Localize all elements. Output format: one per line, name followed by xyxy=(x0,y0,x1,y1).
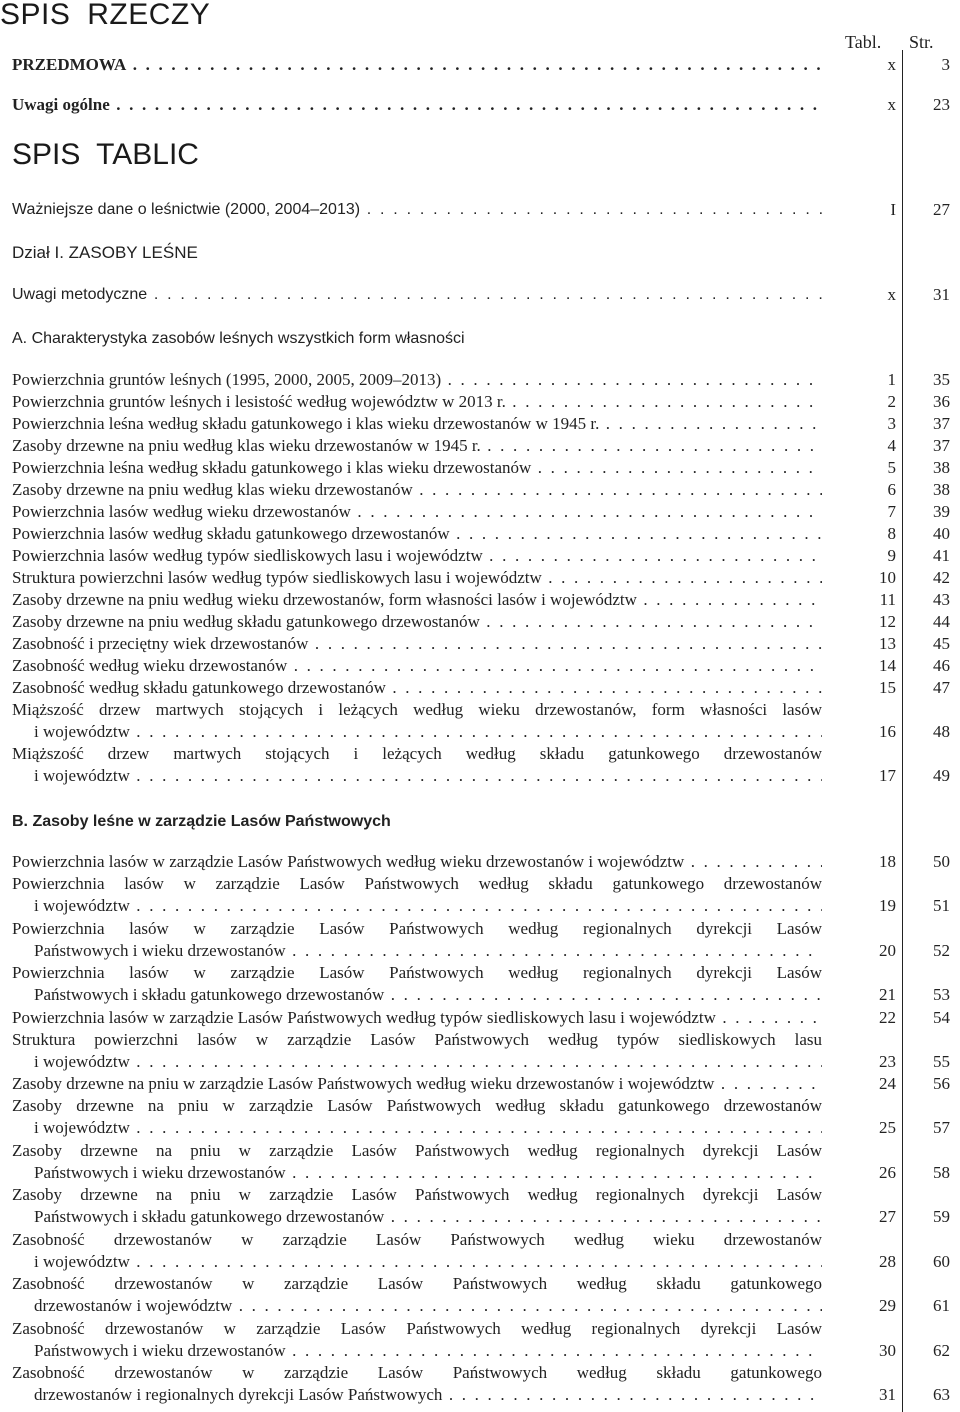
entry-label: Powierzchnia lasów w zarządzie Lasów Państwowych według typów siedliskowych lasu i województw . . . xyxy=(12,1007,822,1029)
entry-page: 37 xyxy=(933,414,950,433)
entry-label-line2: Państwowych i składu gatunkowego drzewostanów . . . xyxy=(34,1206,822,1228)
entry-tabl: 31 xyxy=(879,1385,896,1404)
entry-label: Zasobność według składu gatunkowego drzewostanów . . . xyxy=(12,677,822,699)
entry-label: Zasobność według wieku drzewostanów . . . xyxy=(12,655,822,677)
entry-page: 38 xyxy=(933,480,950,499)
entry-label-line1: Zasoby drzewne na pniu w zarządzie Lasów Państwowych według składu gatunkowego drzewostanów xyxy=(12,1096,822,1115)
entry-page: 31 xyxy=(933,285,950,304)
entry-page: 63 xyxy=(933,1385,950,1404)
entry-page: 35 xyxy=(933,370,950,389)
entry-page: 39 xyxy=(933,502,950,521)
column-divider xyxy=(902,50,903,1412)
entry-page: 61 xyxy=(933,1296,950,1315)
entry-tabl: 19 xyxy=(879,896,896,915)
entry-label-line1: Miąższość drzew martwych stojących i leżących według wieku drzewostanów, form własności lasów xyxy=(12,700,822,719)
entry-label-line2: i województw . . . xyxy=(34,1051,822,1073)
entry-label: Zasoby drzewne na pniu według klas wieku drzewostanów . . . xyxy=(12,479,822,501)
entry-page: 48 xyxy=(933,722,950,741)
entry-page: 36 xyxy=(933,392,950,411)
entry-label-line2: Państwowych i wieku drzewostanów . . . xyxy=(34,1162,822,1184)
entry-page: 23 xyxy=(933,95,950,114)
entry-tabl: 16 xyxy=(879,722,896,741)
entry-tabl: 8 xyxy=(887,524,896,543)
entry-page: 58 xyxy=(933,1162,950,1182)
entry-label: Struktura powierzchni lasów według typów siedliskowych lasu i województw . . . xyxy=(12,567,822,589)
entry-label-line1: Zasobność drzewostanów w zarządzie Lasów Państwowych według składu gatunkowego xyxy=(12,1274,822,1293)
entry-tabl: 23 xyxy=(879,1051,896,1071)
entry-label: Powierzchnia gruntów leśnych (1995, 2000, 2005, 2009–2013) . . . xyxy=(12,369,822,391)
entry-label: Zasoby drzewne na pniu według składu gatunkowego drzewostanów . . . xyxy=(12,611,822,633)
entry-label: Powierzchnia gruntów leśnych i lesistość według województw w 2013 r. . . . xyxy=(12,391,822,413)
entry-tabl: 30 xyxy=(879,1340,896,1360)
entry-tabl: 1 xyxy=(887,370,896,389)
entry-page: 57 xyxy=(933,1118,950,1137)
entry-tabl: 15 xyxy=(879,678,896,697)
entry-tabl: 27 xyxy=(879,1207,896,1226)
entry-tabl: 20 xyxy=(879,940,896,960)
entry-tabl: 9 xyxy=(887,546,896,565)
entry-label-line1: Zasoby drzewne na pniu w zarządzie Lasów Państwowych według regionalnych dyrekcji Lasów xyxy=(12,1185,822,1204)
entry-page: 60 xyxy=(933,1251,950,1271)
entry-label-line1: Zasobność drzewostanów w zarządzie Lasów Państwowych według wieku drzewostanów xyxy=(12,1229,822,1249)
entry-tabl: 21 xyxy=(879,985,896,1004)
entry-tabl: 2 xyxy=(887,392,896,411)
entry-label-line1: Miąższość drzew martwych stojących i leżących według składu gatunkowego drzewostanów xyxy=(12,744,822,763)
entry-page: 40 xyxy=(933,524,950,543)
entry-label: Powierzchnia lasów w zarządzie Lasów Państwowych według wieku drzewostanów i województw . . . xyxy=(12,851,822,873)
entry-label-line2: i województw . . . xyxy=(34,721,822,743)
entry-tabl: x xyxy=(887,95,896,114)
entry-tabl: 14 xyxy=(879,656,896,675)
entry-tabl: 4 xyxy=(887,436,896,455)
entry-label: Powierzchnia leśna według składu gatunkowego i klas wieku drzewostanów w 1945 r. . . . xyxy=(12,413,822,435)
entry-page: 51 xyxy=(933,896,950,915)
entry-label: Ważniejsze dane o leśnictwie (2000, 2004–2013) . . . xyxy=(12,199,822,221)
page-title: SPIS RZECZY xyxy=(0,0,211,31)
entry-tabl: 26 xyxy=(879,1162,896,1182)
entry-tabl: 22 xyxy=(879,1007,896,1027)
entry-tabl: 18 xyxy=(879,852,896,871)
entry-label: Powierzchnia lasów według wieku drzewostanów . . . xyxy=(12,501,822,523)
entry-tabl: 25 xyxy=(879,1118,896,1137)
entry-page: 55 xyxy=(933,1051,950,1071)
entry-tabl: 24 xyxy=(879,1074,896,1093)
entry-tabl: 3 xyxy=(887,414,896,433)
section-b-title: B. Zasoby leśne w zarządzie Lasów Państwowych xyxy=(12,813,391,830)
entry-label-line1: Powierzchnia lasów w zarządzie Lasów Państwowych według składu gatunkowego drzewostanów xyxy=(12,874,822,893)
col-header-str: Str. xyxy=(909,32,934,52)
entry-label-line2: i województw . . . xyxy=(34,1251,822,1273)
entry-page: 59 xyxy=(933,1207,950,1226)
entry-page: 3 xyxy=(941,55,950,74)
section-a-title: A. Charakterystyka zasobów leśnych wszystkich form własności xyxy=(12,330,465,347)
entry-label: Zasoby drzewne na pniu według wieku drzewostanów, form własności lasów i województw . . . xyxy=(12,589,822,611)
entry-page: 27 xyxy=(933,200,950,219)
entry-tabl: 29 xyxy=(879,1296,896,1315)
entry-page: 44 xyxy=(933,612,950,631)
entry-page: 62 xyxy=(933,1340,950,1360)
entry-page: 56 xyxy=(933,1074,950,1093)
entry-label: Powierzchnia lasów według typów siedliskowych lasu i województw . . . xyxy=(12,545,822,567)
entry-label-line1: Zasoby drzewne na pniu w zarządzie Lasów Państwowych według regionalnych dyrekcji Lasów xyxy=(12,1140,822,1160)
entry-label: Powierzchnia leśna według składu gatunkowego i klas wieku drzewostanów . . . xyxy=(12,457,822,479)
entry-tabl: x xyxy=(887,55,896,74)
entry-page: 53 xyxy=(933,985,950,1004)
entry-tabl: x xyxy=(887,285,896,304)
entry-tabl: 10 xyxy=(879,568,896,587)
entry-page: 46 xyxy=(933,656,950,675)
entry-label-line2: i województw . . . xyxy=(34,895,822,917)
col-header-tabl: Tabl. xyxy=(845,32,882,52)
entry-page: 54 xyxy=(933,1007,950,1027)
entry-label: Uwagi ogólne . . . xyxy=(12,94,822,116)
entry-tabl: 13 xyxy=(879,634,896,653)
entry-label: Uwagi metodyczne . . . xyxy=(12,284,822,306)
entry-page: 38 xyxy=(933,458,950,477)
entry-tabl: 17 xyxy=(879,766,896,785)
entry-page: 41 xyxy=(933,546,950,565)
entry-label-line1: Powierzchnia lasów w zarządzie Lasów Państwowych według regionalnych dyrekcji Lasów xyxy=(12,918,822,938)
entry-label-line1: Struktura powierzchni lasów w zarządzie Lasów Państwowych według typów siedliskowych lasu xyxy=(12,1029,822,1049)
entry-tabl: 12 xyxy=(879,612,896,631)
entry-label: Powierzchnia lasów według składu gatunkowego drzewostanów . . . xyxy=(12,523,822,545)
entry-tabl: 28 xyxy=(879,1251,896,1271)
entry-page: 45 xyxy=(933,634,950,653)
entry-page: 50 xyxy=(933,852,950,871)
entry-tabl: I xyxy=(890,200,896,219)
entry-page: 42 xyxy=(933,568,950,587)
entry-label: Zasobność i przeciętny wiek drzewostanów . . . xyxy=(12,633,822,655)
entry-label-line2: i województw . . . xyxy=(34,765,822,787)
entry-page: 52 xyxy=(933,940,950,960)
entry-page: 47 xyxy=(933,678,950,697)
entry-label-line1: Zasobność drzewostanów w zarządzie Lasów Państwowych według składu gatunkowego xyxy=(12,1363,822,1382)
entry-tabl: 11 xyxy=(879,590,896,609)
entry-label-line2: Państwowych i składu gatunkowego drzewostanów . . . xyxy=(34,984,822,1006)
entry-page: 49 xyxy=(933,766,950,785)
entry-page: 43 xyxy=(933,590,950,609)
entry-label-line1: Powierzchnia lasów w zarządzie Lasów Państwowych według regionalnych dyrekcji Lasów xyxy=(12,963,822,982)
entry-label-line1: Zasobność drzewostanów w zarządzie Lasów Państwowych według regionalnych dyrekcji Lasów xyxy=(12,1318,822,1338)
entry-label-line2: drzewostanów i województw . . . xyxy=(34,1295,822,1317)
entry-tabl: 7 xyxy=(887,502,896,521)
entry-page: 37 xyxy=(933,436,950,455)
section-title: SPIS TABLIC xyxy=(12,138,199,171)
entry-label: Zasoby drzewne na pniu w zarządzie Lasów Państwowych według wieku drzewostanów i województw . . . xyxy=(12,1073,822,1095)
entry-label-line2: drzewostanów i regionalnych dyrekcji Lasów Państwowych . . . xyxy=(34,1384,822,1406)
entry-tabl: 6 xyxy=(887,480,896,499)
entry-label-line2: Państwowych i wieku drzewostanów . . . xyxy=(34,1340,822,1362)
entry-tabl: 5 xyxy=(887,458,896,477)
dzial-label: Dział I. ZASOBY LEŚNE xyxy=(12,243,198,262)
entry-label: PRZEDMOWA . . . xyxy=(12,54,822,76)
entry-label-line2: Państwowych i wieku drzewostanów . . . xyxy=(34,940,822,962)
entry-label: Zasoby drzewne na pniu według klas wieku drzewostanów w 1945 r. . . . xyxy=(12,435,822,457)
entry-label-line2: i województw . . . xyxy=(34,1117,822,1139)
